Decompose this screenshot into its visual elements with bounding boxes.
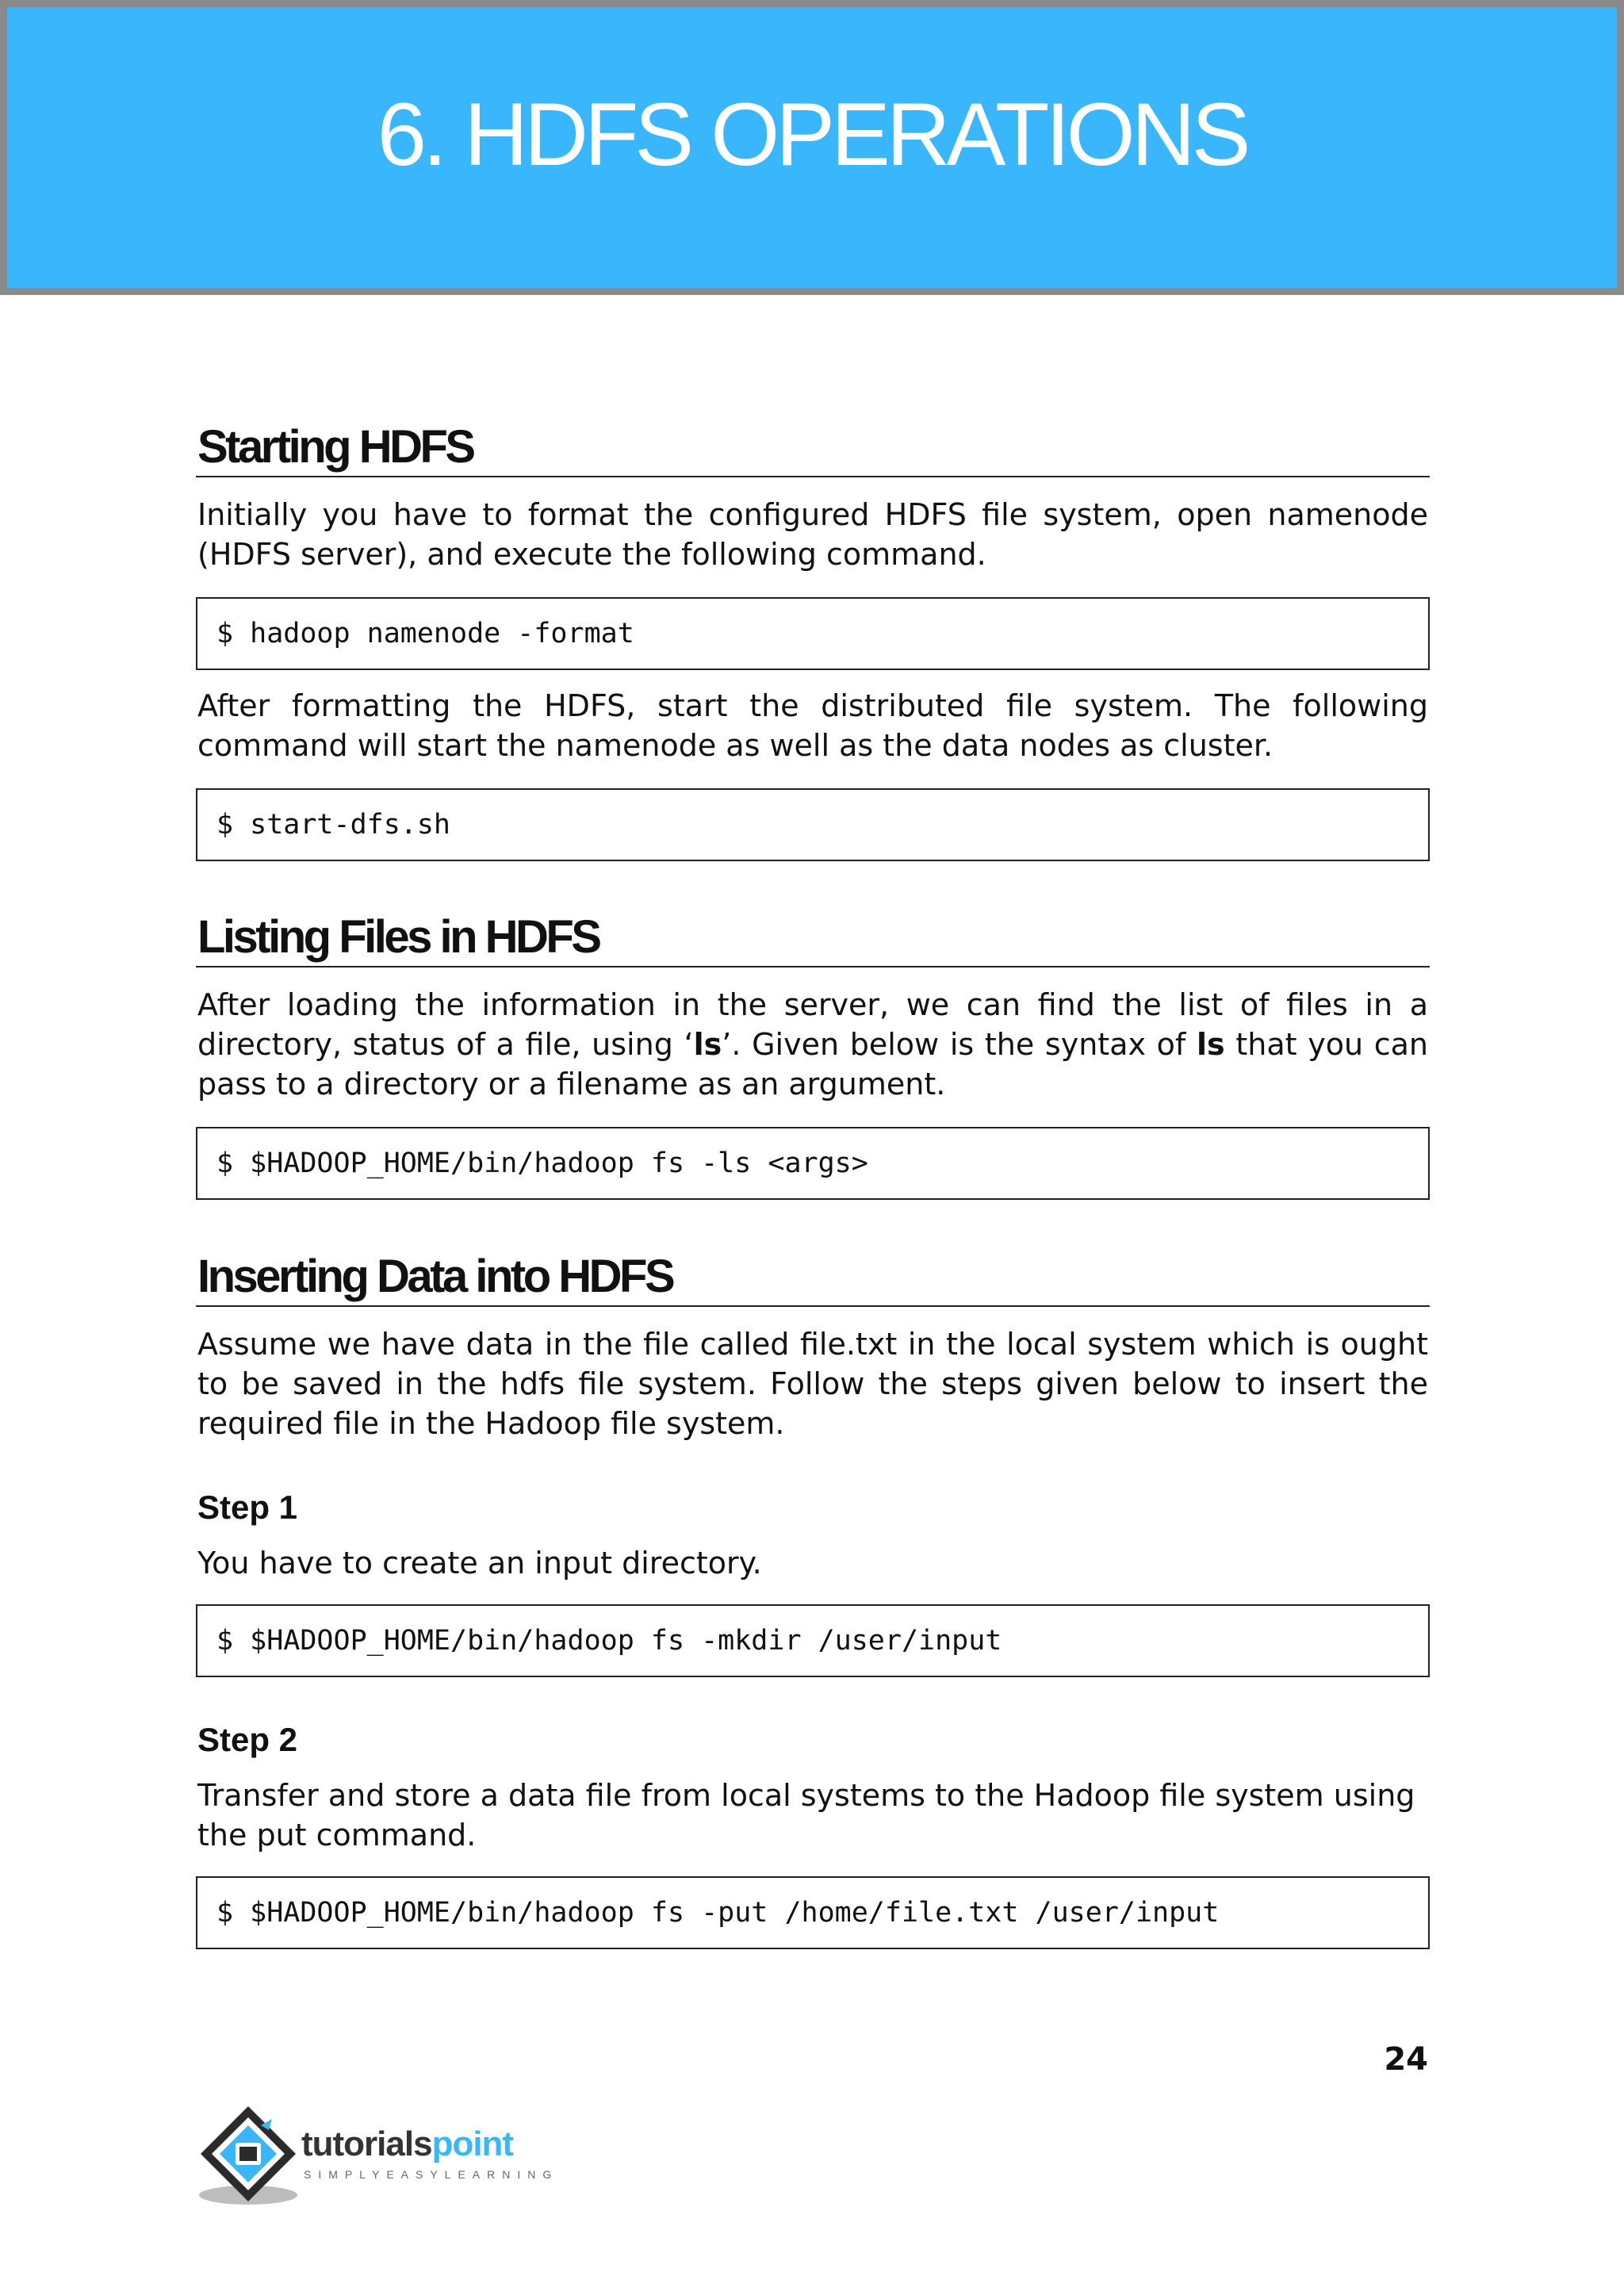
paragraph-starting-intro: Initially you have to format the configured HDFS file system, open namenode (HDFS server), and execute the following command. (197, 497, 1428, 572)
code-block-mkdir: $ $HADOOP_HOME/bin/hadoop fs -mkdir /user/input (196, 1604, 1430, 1677)
heading-listing-files: Listing Files in HDFS (196, 910, 1430, 967)
heading-starting-hdfs: Starting HDFS (196, 420, 1430, 477)
code-block-start-dfs: $ start-dfs.sh (196, 788, 1430, 861)
page-number: 24 (1384, 2041, 1428, 2078)
code-block-put: $ $HADOOP_HOME/bin/hadoop fs -put /home/file.txt /user/input (196, 1876, 1430, 1949)
logo-tagline: SIMPLYEASYLEARNING (304, 2168, 559, 2181)
logo-wordmark: tutorialspoint (301, 2125, 514, 2163)
tutorialspoint-logo-icon (194, 2102, 305, 2213)
code-block-namenode-format: $ hadoop namenode -format (196, 597, 1430, 670)
step-1-heading: Step 1 (197, 1488, 298, 1526)
step-1-text: You have to create an input directory. (197, 1546, 762, 1580)
heading-inserting-data: Inserting Data into HDFS (196, 1250, 1430, 1307)
paragraph-inserting-intro: Assume we have data in the file called file.txt in the local system which is ought to be saved in the hdfs file system. Follow the steps given below to insert the required file in the Hadoop file system. (197, 1327, 1428, 1441)
step-2-text: Transfer and store a data file from local systems to the Hadoop file system using the put command. (197, 1778, 1415, 1852)
paragraph-starting-dfs: After formatting the HDFS, start the distributed file system. The following command will start the namenode as well as the data nodes as cluster. (197, 688, 1428, 763)
tutorialspoint-logo (194, 2102, 567, 2213)
chapter-banner (0, 0, 1624, 295)
code-block-ls: $ $HADOOP_HOME/bin/hadoop fs -ls <args> (196, 1127, 1430, 1200)
paragraph-listing-intro: After loading the information in the server, we can find the list of files in a directory, status of a file, using ‘ls’. Given below is the syntax of ls that you can pass to a directory or a filename as an argument. (197, 987, 1428, 1102)
chapter-title: 6. HDFS OPERATIONS (377, 85, 1247, 184)
step-2-heading: Step 2 (197, 1721, 298, 1758)
